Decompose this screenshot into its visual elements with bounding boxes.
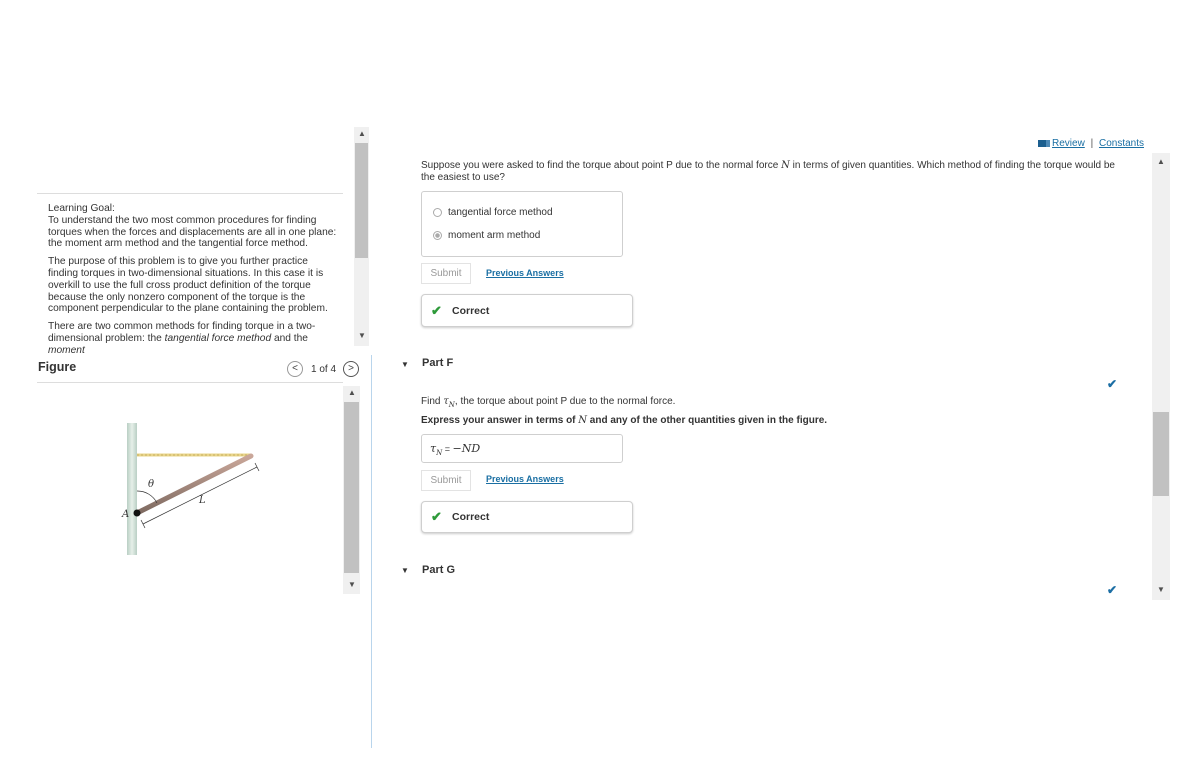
part-f-instruction: Express your answer in terms of N and any of the other quantities given in the figure. bbox=[421, 415, 828, 426]
part-f-previous-answers-link[interactable]: Previous Answers bbox=[486, 474, 564, 484]
scroll-up-arrow-icon[interactable]: ▲ bbox=[348, 388, 356, 397]
checkmark-icon: ✔ bbox=[431, 303, 442, 318]
part-e-options-box bbox=[421, 191, 623, 257]
part-e-question: Suppose you were asked to find the torque about point P due to the normal force N in terms of given quantities. Which method of finding the torque would be the easiest to use? bbox=[421, 160, 1115, 183]
main-scrollbar[interactable] bbox=[1152, 153, 1170, 600]
figure-divider bbox=[37, 382, 343, 383]
separator: | bbox=[1090, 138, 1094, 149]
angle-arc bbox=[137, 491, 157, 503]
learning-goal-text bbox=[48, 203, 338, 356]
scroll-down-arrow-icon[interactable]: ▼ bbox=[358, 331, 366, 340]
review-link[interactable]: Review bbox=[1052, 138, 1085, 149]
book-icon bbox=[1038, 140, 1050, 147]
part-e-correct-box bbox=[421, 294, 633, 327]
radio-button[interactable] bbox=[433, 208, 442, 217]
option-moment-arm[interactable]: moment arm method bbox=[433, 230, 540, 241]
collapse-triangle-icon[interactable]: ▼ bbox=[401, 360, 409, 369]
part-f-complete-check-icon: ✔ bbox=[1107, 377, 1118, 391]
part-g-complete-check-icon: ✔ bbox=[1107, 583, 1118, 597]
scroll-down-arrow-icon[interactable]: ▼ bbox=[1157, 585, 1165, 594]
scroll-up-arrow-icon[interactable]: ▲ bbox=[1157, 157, 1165, 166]
chevron-left-icon: < bbox=[292, 363, 298, 374]
part-f-correct-box bbox=[421, 501, 633, 533]
constants-link[interactable]: Constants bbox=[1098, 138, 1144, 149]
figure-next-button[interactable] bbox=[343, 361, 359, 377]
scrollbar-thumb[interactable] bbox=[344, 402, 359, 573]
scrollbar-thumb[interactable] bbox=[1153, 412, 1169, 496]
figure-title: Figure bbox=[38, 360, 77, 374]
figure-pager: 1 of 4 bbox=[311, 364, 337, 375]
answer-expression: $\tau_N = -ND$ bbox=[430, 442, 481, 458]
scroll-up-arrow-icon[interactable]: ▲ bbox=[358, 129, 366, 138]
figure-diagram bbox=[110, 415, 280, 565]
checkmark-icon: ✔ bbox=[431, 509, 442, 524]
learning-goal-scrollbar[interactable] bbox=[354, 127, 369, 346]
scrollbar-thumb[interactable] bbox=[355, 143, 368, 258]
scroll-down-arrow-icon[interactable]: ▼ bbox=[348, 580, 356, 589]
learning-goal-divider bbox=[37, 193, 343, 194]
pane-splitter[interactable] bbox=[371, 355, 372, 748]
part-f-submit-button[interactable]: Submit bbox=[421, 470, 471, 491]
part-f-prompt: Find $\tau_N$, the torque about point P due to the normal force. bbox=[421, 396, 676, 409]
collapse-triangle-icon[interactable]: ▼ bbox=[401, 566, 409, 575]
theta-label: θ bbox=[148, 479, 155, 490]
figure-prev-button[interactable] bbox=[287, 361, 303, 377]
rod bbox=[137, 456, 251, 513]
learning-goal-paragraph-2: The purpose of this problem is to give you further practice finding torques in two-dimensional situations. In this case it is overkill to use the full cross product definition of the torque because the only nonzero component of the torque is the component perpendicular to the plane containing the problem. bbox=[48, 256, 328, 315]
correct-label: Correct bbox=[452, 305, 490, 317]
figure-scrollbar[interactable] bbox=[343, 386, 360, 594]
part-e-previous-answers-link[interactable]: Previous Answers bbox=[486, 268, 564, 278]
part-f-header[interactable]: Part F bbox=[422, 357, 454, 369]
wall bbox=[127, 423, 137, 555]
length-label: L bbox=[199, 495, 206, 506]
radio-button-selected[interactable] bbox=[433, 231, 442, 240]
review-constants-links bbox=[1038, 138, 1144, 149]
learning-goal-paragraph-3: There are two common methods for finding torque in a two-dimensional problem: the tangential force method and the moment bbox=[48, 321, 316, 356]
part-g-header[interactable]: Part G bbox=[422, 564, 456, 576]
option-tangential-force[interactable]: tangential force method bbox=[433, 207, 553, 218]
learning-goal-heading: Learning Goal: bbox=[48, 203, 115, 214]
learning-goal-description: To understand the two most common procedures for finding torques when the forces and displacements are all in one plane: the moment arm method and the tangential force method. bbox=[48, 214, 337, 250]
chevron-right-icon: > bbox=[348, 363, 354, 374]
point-a-label: A bbox=[122, 509, 130, 520]
pivot-point bbox=[134, 510, 141, 517]
part-f-answer-field[interactable] bbox=[421, 434, 623, 463]
correct-label: Correct bbox=[452, 511, 490, 523]
part-e-submit-button[interactable]: Submit bbox=[421, 263, 471, 284]
